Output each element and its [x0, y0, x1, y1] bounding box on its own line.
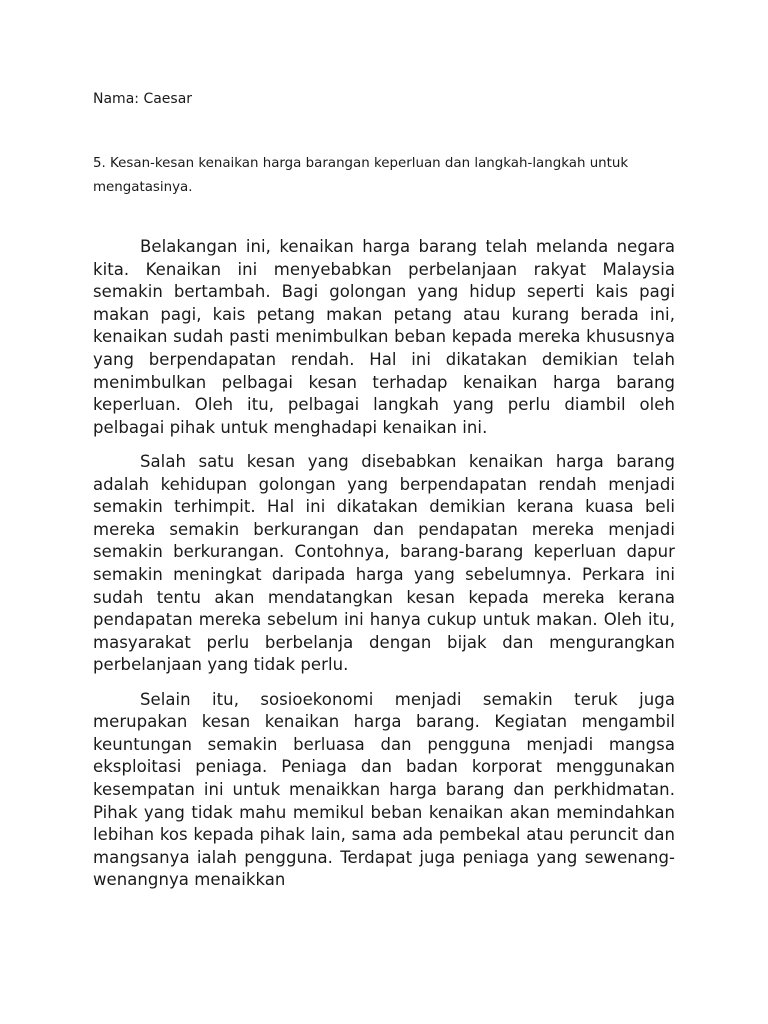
- student-name: Caesar: [143, 91, 193, 107]
- name-label: Nama:: [93, 91, 139, 107]
- essay-question: 5. Kesan-kesan kenaikan harga barangan keperluan dan langkah-langkah untuk mengatasinya.: [93, 156, 629, 195]
- essay-paragraph-introduction: Belakangan ini, kenaikan harga barang telah melanda negara kita. Kenaikan ini menyebabkan perbelanjaan rakyat Malaysia semakin bertambah. Bagi golongan yang hidup seperti kais pagi makan pagi, kais petang makan petang atau kurang berada ini, kenaikan sudah pasti menimbulkan beban kepada mereka khususnya yang berpendapatan rendah. Hal ini dikatakan demikian telah menimbulkan pelbagai kesan terhadap kenaikan harga barang keperluan. Oleh itu, pelbagai langkah yang perlu diambil oleh pelbagai pihak untuk menghadapi kenaikan ini.: [93, 237, 675, 437]
- student-name-line: [93, 89, 192, 109]
- essay-paragraph-first-effect: Salah satu kesan yang disebabkan kenaikan harga barang adalah kehidupan golongan yang berpendapatan rendah menjadi semakin terhimpit. Hal ini dikatakan demikian kerana kuasa beli mereka semakin berkurangan dan pendapatan mereka menjadi semakin berkurangan. Contohnya, barang-barang keperluan dapur semakin meningkat daripada harga yang sebelumnya. Perkara ini sudah tentu akan mendatangkan kesan kepada mereka kerana pendapatan mereka sebelum ini hanya cukup untuk makan. Oleh itu, masyarakat perlu berbelanja dengan bijak dan mengurangkan perbelanjaan yang tidak perlu.: [93, 452, 675, 675]
- essay-body: [93, 236, 675, 892]
- essay-paragraph-second-effect: Selain itu, sosioekonomi menjadi semakin teruk juga merupakan kesan kenaikan harga barang. Kegiatan mengambil keuntungan semakin berluasa dan pengguna menjadi mangsa eksploitasi peniaga. Peniaga dan badan korporat menggunakan kesempatan ini untuk menaikkan harga barang dan perkhidmatan. Pihak yang tidak mahu memikul beban kenaikan akan memindahkan lebihan kos kepada pihak lain, sama ada pembekal atau peruncit dan mangsanya ialah pengguna. Terdapat juga peniaga yang sewenang-wenangnya menaikkan: [93, 689, 675, 890]
